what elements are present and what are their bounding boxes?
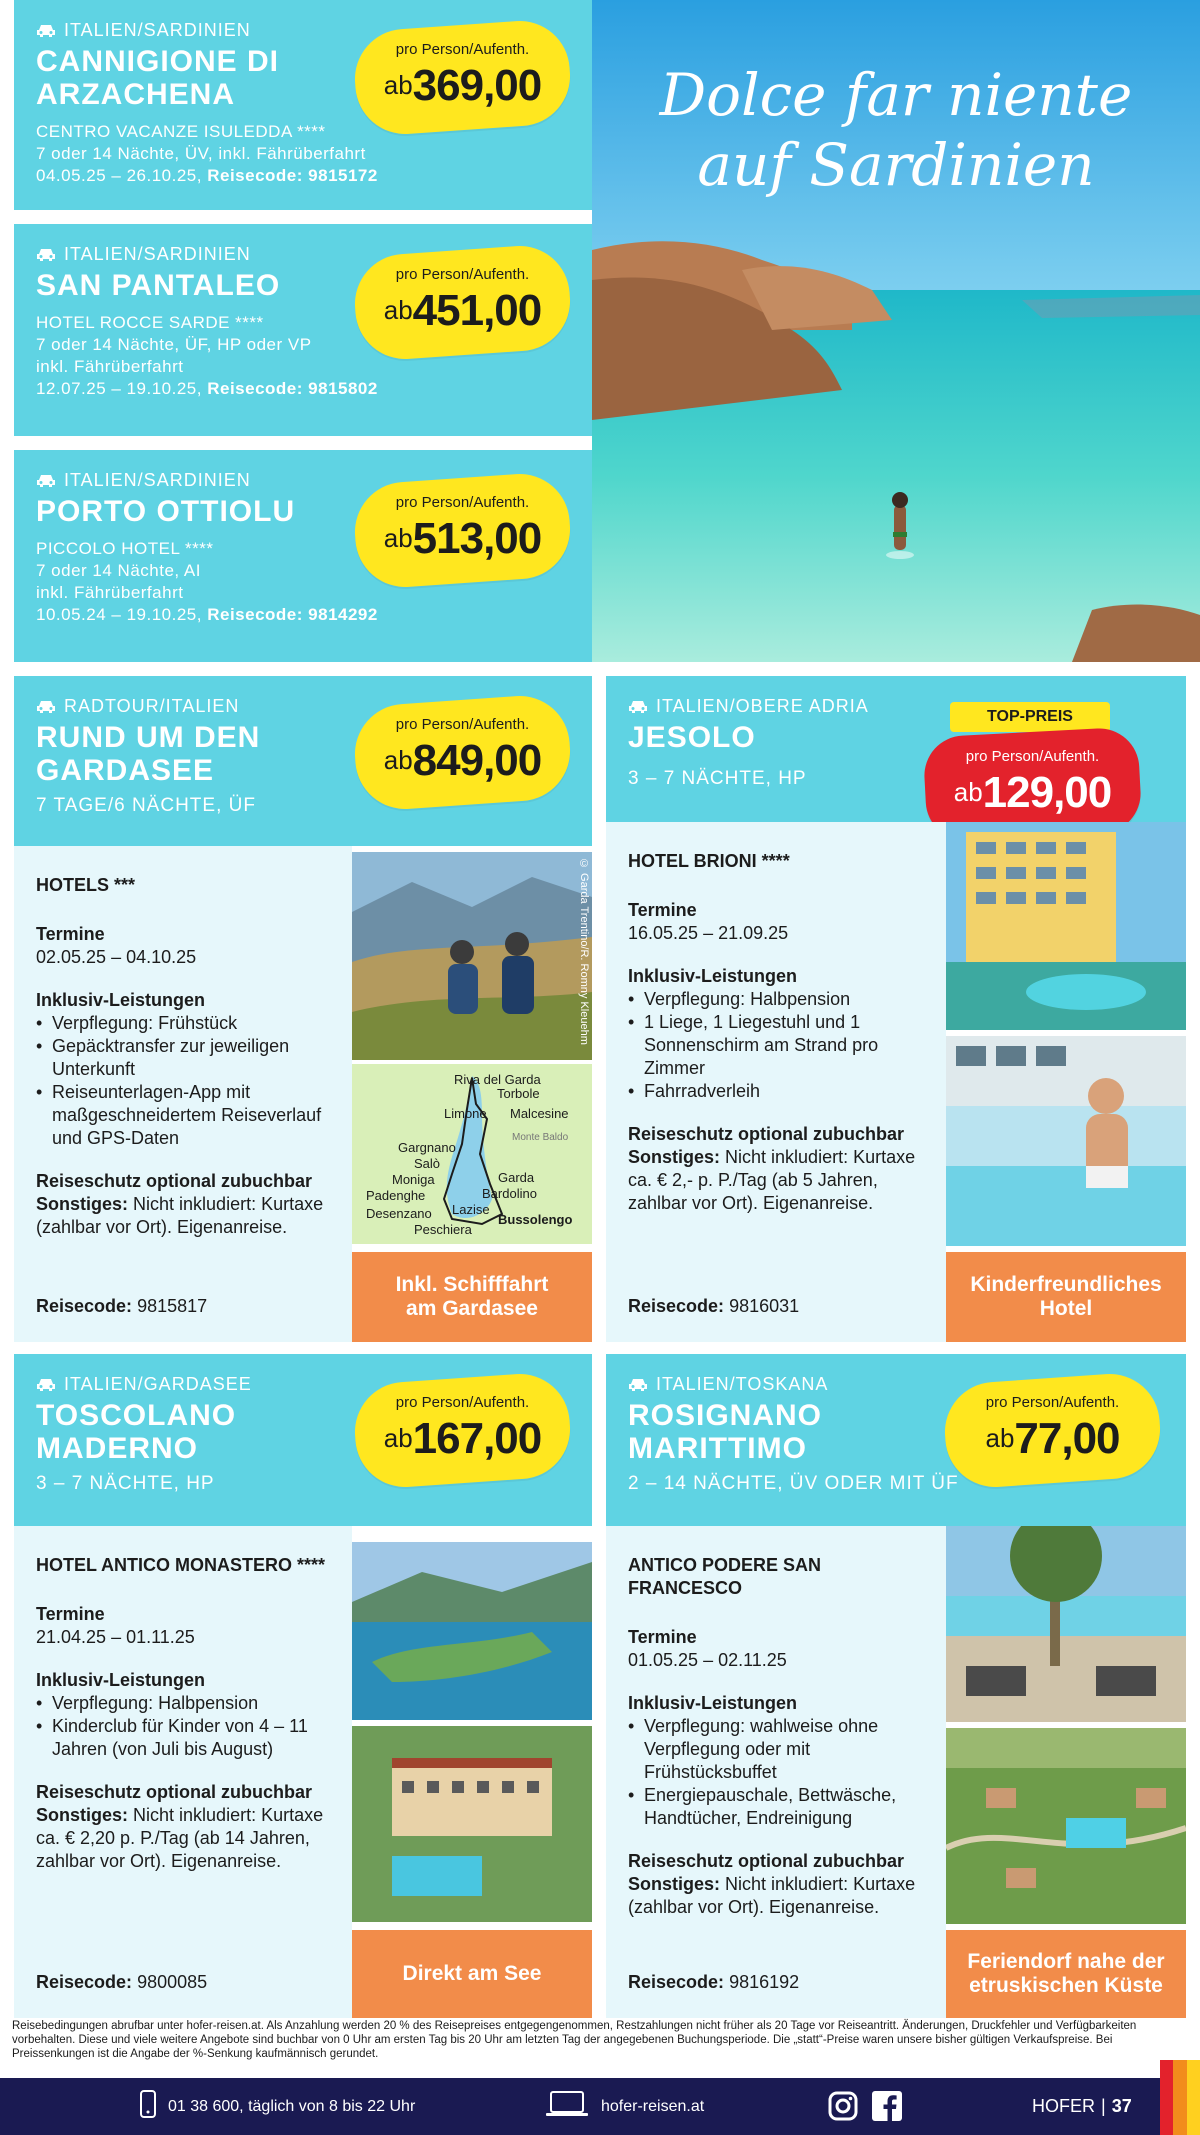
list-item: • Energiepauschale, Bettwäsche, Handtücher, Endreinigung	[628, 1784, 924, 1830]
car-icon	[36, 1378, 56, 1392]
booking-code: Reisecode: 9800085	[36, 1972, 208, 1992]
category-label: ITALIEN/SARDINIEN	[36, 470, 570, 491]
offer-jesolo-body: HOTEL BRIONI **** Termine 16.05.25 – 21.09.25 Inklusiv-Leistungen • Verpflegung: Halbpension • 1 Liege, 1 Liegestuhl und 1 Sonnenschirm am Strand pro Zimmer • Fahrradverleih Reiseschutz optional zubuchbar Sonstiges: Nicht inkludiert: Kurtaxe ca. € 2,- p. P./Tag (ab 5 Jahren, zahlbar vor Ort). Eigenanreise. Reisecode: 9816031	[606, 822, 946, 1342]
booking-code: Reisecode: 9815817	[36, 1296, 208, 1316]
inclusions-list	[36, 1692, 330, 1761]
map-label: Malcesine	[510, 1106, 569, 1121]
cyclists-photo	[352, 852, 592, 1060]
facebook-icon[interactable]	[872, 2091, 902, 2126]
hotel-name: HOTELS ***	[36, 875, 136, 895]
category-label: RADTOUR/ITALIEN	[36, 696, 570, 717]
garden-pool-photo	[946, 1526, 1186, 1722]
price-badge: pro Person/Aufenth. ab849,00	[355, 700, 570, 805]
map-label: Lazise	[452, 1202, 490, 1217]
offer-details: HOTEL ROCCE SARDE **** 7 oder 14 Nächte, ÜF, HP oder VP inkl. Fährüberfahrt 12.07.25 – 19.10.25, Reisecode: 9815802	[36, 313, 378, 398]
footer-bar	[0, 2078, 1200, 2135]
category-label: ITALIEN/OBERE ADRIA	[628, 696, 1164, 717]
footer-phone[interactable]: 01 38 600, täglich von 8 bis 22 Uhr	[140, 2090, 415, 2123]
offer-title: JESOLO	[628, 721, 756, 754]
offer-title: PORTO OTTIOLU	[36, 495, 296, 528]
feature-badge: Direkt am See	[352, 1930, 592, 2018]
inclusions-list	[628, 1715, 924, 1830]
instagram-icon[interactable]	[828, 2091, 858, 2126]
map-label: Salò	[414, 1156, 441, 1171]
list-item: • Verpflegung: Halbpension	[36, 1692, 330, 1715]
map-label: Moniga	[392, 1172, 435, 1187]
child-pool-photo	[946, 1036, 1186, 1246]
price-badge: pro Person/Aufenth. ab451,00	[355, 250, 570, 355]
dates: 21.04.25 – 01.11.25	[36, 1627, 195, 1647]
car-icon	[36, 474, 56, 488]
map-label: Torbole	[497, 1086, 540, 1101]
offer-duration: 2 – 14 NÄCHTE, ÜV ODER MIT ÜF	[628, 1473, 959, 1494]
map-label: Riva del Garda	[454, 1072, 541, 1087]
car-icon	[628, 700, 648, 714]
map-label: Desenzano	[366, 1206, 432, 1221]
list-item: • Verpflegung: wahlweise ohne Verpflegung oder mit Frühstücksbuffet	[628, 1715, 924, 1784]
dates: 02.05.25 – 04.10.25	[36, 947, 197, 967]
map-label: Garda	[498, 1170, 535, 1185]
category-label: ITALIEN/SARDINIEN	[36, 244, 570, 265]
hero-image-sardinia	[592, 0, 1200, 662]
map-label: Bardolino	[482, 1186, 537, 1201]
top-price-badge: TOP-PREIS	[950, 702, 1110, 732]
hotel-photo	[946, 822, 1186, 1030]
list-item: • Verpflegung: Frühstück	[36, 1012, 330, 1035]
offer-rosignano-body: ANTICO PODERE SAN FRANCESCO Termine 01.05.25 – 02.11.25 Inklusiv-Leistungen • Verpflegung: wahlweise ohne Verpflegung oder mit Frühstücksbuffet • Energiepauschale, Bettwäsche, Handtücher, Endreinigung Reiseschutz optional zubuchbar Sonstiges: Nicht inkludiert: Kurtaxe (zahlbar vor Ort). Eigenanreise. Reisecode: 9816192	[606, 1526, 946, 2018]
offer-gardasee-body: HOTELS *** Termine 02.05.25 – 04.10.25 Inklusiv-Leistungen • Verpflegung: Frühstück • Gepäcktransfer zur jeweiligen Unterkunft • Reiseunterlagen-App mit maßgeschneidertem Reiseverlauf und GPS-Daten Reiseschutz optional zubuchbar Sonstiges: Nicht inkludiert: Kurtaxe (zahlbar vor Ort). Eigenanreise. Reisecode: 9815817	[14, 846, 352, 1342]
booking-code: Reisecode: 9816031	[628, 1296, 800, 1316]
price-badge: pro Person/Aufenth. ab513,00	[355, 478, 570, 583]
hotel-name: HOTEL BRIONI ****	[628, 851, 790, 871]
offer-title: TOSCOLANO MADERNO	[36, 1399, 237, 1465]
price-badge: pro Person/Aufenth. ab369,00	[355, 25, 570, 130]
inclusions-list	[628, 988, 924, 1103]
list-item: • Reiseunterlagen-App mit maßgeschneidertem Reiseverlauf und GPS-Daten	[36, 1081, 330, 1150]
category-label: ITALIEN/SARDINIEN	[36, 20, 570, 41]
offer-details: PICCOLO HOTEL **** 7 oder 14 Nächte, AI inkl. Fährüberfahrt 10.05.24 – 19.10.25, Reisecode: 9814292	[36, 539, 378, 624]
list-item: • Gepäcktransfer zur jeweiligen Unterkunft	[36, 1035, 330, 1081]
lake-photo	[352, 1542, 592, 1720]
map-label: Peschiera	[414, 1222, 472, 1237]
laptop-icon	[545, 2090, 589, 2123]
photo-credit: © Garda Trentino/R. Romny Kleuehm	[578, 858, 590, 1045]
hotel-name: HOTEL ANTICO MONASTERO ****	[36, 1555, 326, 1575]
dates: 16.05.25 – 21.09.25	[628, 923, 789, 943]
car-icon	[36, 24, 56, 38]
list-item: • 1 Liege, 1 Liegestuhl und 1 Sonnenschirm am Strand pro Zimmer	[628, 1011, 924, 1080]
offer-title: RUND UM DEN GARDASEE	[36, 721, 261, 787]
category-label: ITALIEN/GARDASEE	[36, 1374, 570, 1395]
car-icon	[36, 700, 56, 714]
brand-stripes	[1160, 2060, 1200, 2135]
offer-duration: 7 TAGE/6 NÄCHTE, ÜF	[36, 795, 256, 816]
price-badge: pro Person/Aufenth. ab129,00	[925, 732, 1140, 837]
resort-aerial-photo	[946, 1728, 1186, 1924]
car-icon	[628, 1378, 648, 1392]
offer-title: SAN PANTALEO	[36, 269, 281, 302]
car-icon	[36, 248, 56, 262]
dates: 01.05.25 – 02.11.25	[628, 1650, 787, 1670]
offer-toscolano-body: HOTEL ANTICO MONASTERO **** Termine 21.04.25 – 01.11.25 Inklusiv-Leistungen • Verpflegung: Halbpension • Kinderclub für Kinder von 4 – 11 Jahren (von Juli bis August) Reiseschutz optional zubuchbar Sonstiges: Nicht inkludiert: Kurtaxe ca. € 2,20 p. P./Tag (ab 14 Jahren, zahlbar vor Ort). Eigenanreise. Reisecode: 9800085	[14, 1526, 352, 2018]
price-badge: pro Person/Aufenth. ab77,00	[945, 1378, 1160, 1483]
list-item: • Verpflegung: Halbpension	[628, 988, 924, 1011]
hotel-pool-photo	[352, 1726, 592, 1922]
phone-icon	[140, 2090, 156, 2123]
offer-duration: 3 – 7 NÄCHTE, HP	[36, 1473, 215, 1494]
offer-details: CENTRO VACANZE ISULEDDA **** 7 oder 14 Nächte, ÜV, inkl. Fährüberfahrt 04.05.25 – 26.10.25, Reisecode: 9815172	[36, 122, 378, 185]
list-item: • Fahrradverleih	[628, 1080, 924, 1103]
brand-page-number: HOFER | 37	[1032, 2096, 1132, 2116]
map-label: Bussolengo	[498, 1212, 573, 1227]
gardasee-route-map	[352, 1064, 592, 1244]
offer-title: ROSIGNANO MARITTIMO	[628, 1399, 823, 1465]
feature-badge: Feriendorf nahe der etruskischen Küste	[946, 1930, 1186, 2018]
list-item: • Kinderclub für Kinder von 4 – 11 Jahren (von Juli bis August)	[36, 1715, 330, 1761]
price-badge: pro Person/Aufenth. ab167,00	[355, 1378, 570, 1483]
map-label: Limone	[444, 1106, 487, 1121]
offer-title: CANNIGIONE DI ARZACHENA	[36, 45, 280, 111]
category-label: ITALIEN/TOSKANA	[628, 1374, 1164, 1395]
feature-badge: Kinderfreundliches Hotel	[946, 1252, 1186, 1342]
offer-duration: 3 – 7 NÄCHTE, HP	[628, 768, 807, 789]
hero-title: Dolce far niente auf Sardinien	[659, 61, 1133, 199]
hotel-name: ANTICO PODERE SAN FRANCESCO	[628, 1555, 822, 1598]
fine-print: Reisebedingungen abrufbar unter hofer-reisen.at. Als Anzahlung werden 20 % des Reisepreises entgegengenommen, Restzahlungen nicht früher als 20 Tage vor Reiseantritt. Änderungen, Druckfehler und Verfügbarkeiten vorbehalten. Diese und viele weitere Angebote sind buchbar von 0 Uhr am ersten Tag bis 20 Uhr am letzten Tag der angegebenen Buchungsperiode. Die „statt“-Preise waren unsere bisher gültigen Verkaufspreise. Bei Preissenkungen ist die Angabe der %-Senkung kaufmännisch gerundet.	[12, 2020, 1137, 2060]
feature-badge: Inkl. Schifffahrt am Gardasee	[352, 1252, 592, 1342]
footer-website-link[interactable]: hofer-reisen.at	[545, 2090, 704, 2123]
map-label: Gargnano	[398, 1140, 456, 1155]
booking-code: Reisecode: 9816192	[628, 1972, 800, 1992]
map-label: Padenghe	[366, 1188, 426, 1203]
inclusions-list	[36, 1012, 330, 1150]
map-label: Monte Baldo	[512, 1132, 569, 1143]
